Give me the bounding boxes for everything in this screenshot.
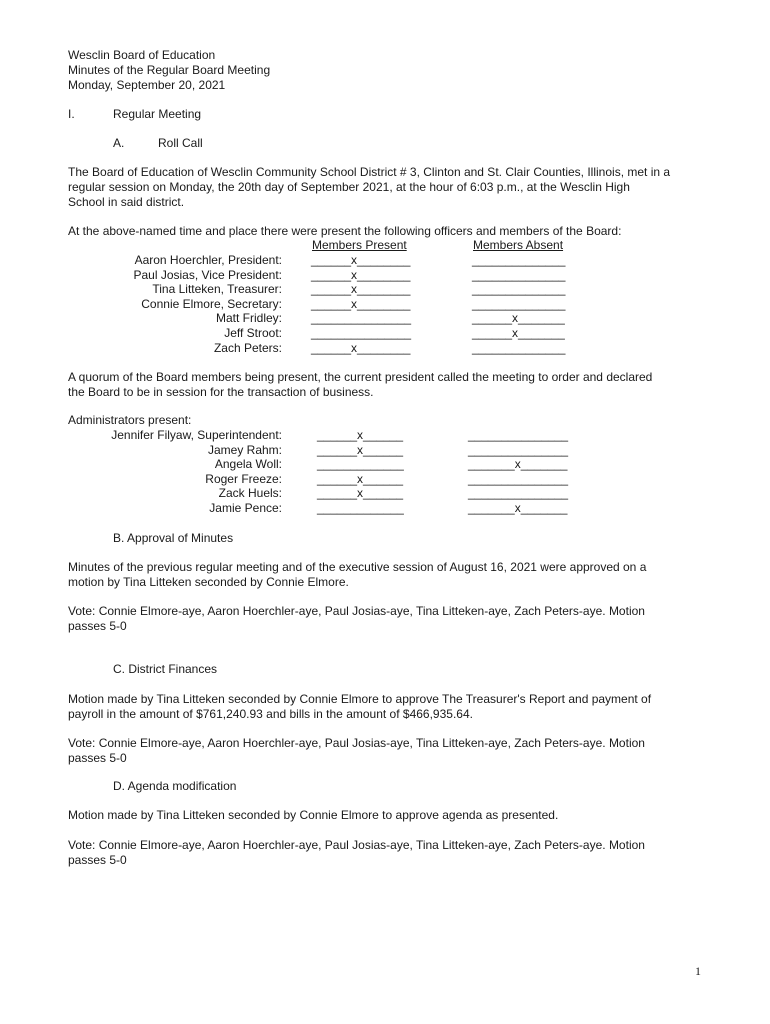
member-name: Aaron Hoerchler, President: [134, 253, 282, 267]
present-mark: ______x______ [317, 442, 404, 457]
present-mark: ______x______ [317, 428, 404, 442]
member-name: Tina Litteken, Treasurer: [152, 282, 282, 297]
paragraph-line: School in said district. [68, 195, 185, 209]
document-org: Wesclin Board of Education [68, 48, 216, 62]
member-name: Paul Josias, Vice President: [133, 267, 282, 282]
vote-line: Vote: Connie Elmore-aye, Aaron Hoerchler-aye, Paul Josias-aye, Tina Litteken-aye, Zach Peters-aye. Motion [68, 736, 645, 750]
present-mark: ______x______ [317, 471, 404, 486]
vote-line: passes 5-0 [68, 751, 127, 765]
admin-name: Jamey Rahm: [207, 442, 282, 457]
subsection-letter: A. [113, 136, 125, 150]
column-header-present: Members Present [312, 238, 407, 252]
member-name: Matt Fridley: [215, 311, 282, 326]
present-mark: ______x________ [311, 340, 411, 355]
admins-absent-column [468, 428, 568, 516]
paragraph-line: Motion made by Tina Litteken seconded by Connie Elmore to approve The Treasurer's Report and payment of [68, 692, 652, 706]
member-names [60, 253, 282, 355]
present-mark: _____________ [317, 500, 404, 515]
admin-name: Jennifer Filyaw, Superintendent: [111, 428, 282, 442]
absent-mark: ______x_______ [472, 325, 565, 340]
paragraph-line: At the above-named time and place there were present the following officers and members of the Board: [68, 224, 622, 238]
member-name: Connie Elmore, Secretary: [141, 296, 282, 311]
subsection-title: C. District Finances [113, 662, 218, 676]
vote-line: Vote: Connie Elmore-aye, Aaron Hoerchler-aye, Paul Josias-aye, Tina Litteken-aye, Zach Peters-aye. Motion [68, 838, 645, 852]
absent-mark: ______x_______ [472, 311, 565, 326]
document-title: Minutes of the Regular Board Meeting [68, 63, 271, 77]
present-mark: ______x________ [311, 296, 411, 311]
admin-name: Zack Huels: [218, 486, 282, 501]
present-mark: _______________ [311, 325, 412, 340]
paragraph-line: payroll in the amount of $761,240.93 and bills in the amount of $466,935.64. [68, 707, 473, 721]
subsection-title: B. Approval of Minutes [113, 531, 234, 545]
section-number: I. [68, 107, 75, 121]
column-header-absent: Members Absent [473, 238, 564, 252]
present-mark: ______x________ [311, 253, 411, 267]
present-mark: ______x________ [311, 267, 411, 282]
subsection-title: D. Agenda modification [113, 779, 237, 793]
paragraph-line: the Board to be in session for the transaction of business. [68, 385, 374, 399]
present-mark: ______x______ [317, 486, 404, 501]
admins-present-column [317, 428, 404, 516]
document-date: Monday, September 20, 2021 [68, 78, 226, 92]
member-name: Zach Peters: [213, 340, 282, 355]
paragraph-line: A quorum of the Board members being present, the current president called the meeting to order and declared [68, 370, 653, 384]
absent-mark: _______________ [468, 442, 569, 457]
paragraph-line: regular session on Monday, the 20th day of September 2021, at the hour of 6:03 p.m., at the Wesclin High [68, 180, 630, 194]
vote-line: Vote: Connie Elmore-aye, Aaron Hoerchler-aye, Paul Josias-aye, Tina Litteken-aye, Zach Peters-aye. Motion [68, 604, 645, 618]
present-mark: _______________ [311, 311, 412, 326]
absent-mark: ______________ [472, 282, 566, 297]
admin-name: Angela Woll: [214, 457, 282, 472]
admin-name: Roger Freeze: [205, 471, 282, 486]
page-number: 1 [695, 964, 701, 978]
members-present-column [311, 253, 411, 355]
admin-names [60, 428, 282, 516]
paragraph-line: motion by Tina Litteken seconded by Connie Elmore. [68, 575, 349, 589]
member-name: Jeff Stroot: [224, 325, 282, 340]
section-title: Regular Meeting [113, 107, 202, 121]
absent-mark: _______________ [468, 486, 569, 501]
absent-mark: _______x_______ [468, 500, 568, 515]
paragraph-line: Motion made by Tina Litteken seconded by Connie Elmore to approve agenda as presented. [68, 808, 559, 822]
admin-name: Jamie Pence: [209, 500, 282, 515]
vote-line: passes 5-0 [68, 619, 127, 633]
absent-mark: ______________ [472, 253, 566, 267]
members-absent-column [472, 253, 565, 355]
admin-heading: Administrators present: [68, 413, 192, 427]
paragraph-line: The Board of Education of Wesclin Community School District # 3, Clinton and St. Clair Counties, Illinois, met in a [68, 165, 671, 179]
present-mark: _____________ [317, 457, 404, 472]
absent-mark: _______________ [468, 428, 569, 442]
vote-line: passes 5-0 [68, 853, 127, 867]
present-mark: ______x________ [311, 282, 411, 297]
absent-mark: _______________ [468, 471, 569, 486]
absent-mark: ______________ [472, 296, 566, 311]
absent-mark: ______________ [472, 267, 566, 282]
paragraph-line: Minutes of the previous regular meeting and of the executive session of August 16, 2021 were approved on a [68, 560, 647, 574]
absent-mark: _______x_______ [468, 457, 568, 472]
subsection-title: Roll Call [158, 136, 203, 150]
absent-mark: ______________ [472, 340, 566, 355]
